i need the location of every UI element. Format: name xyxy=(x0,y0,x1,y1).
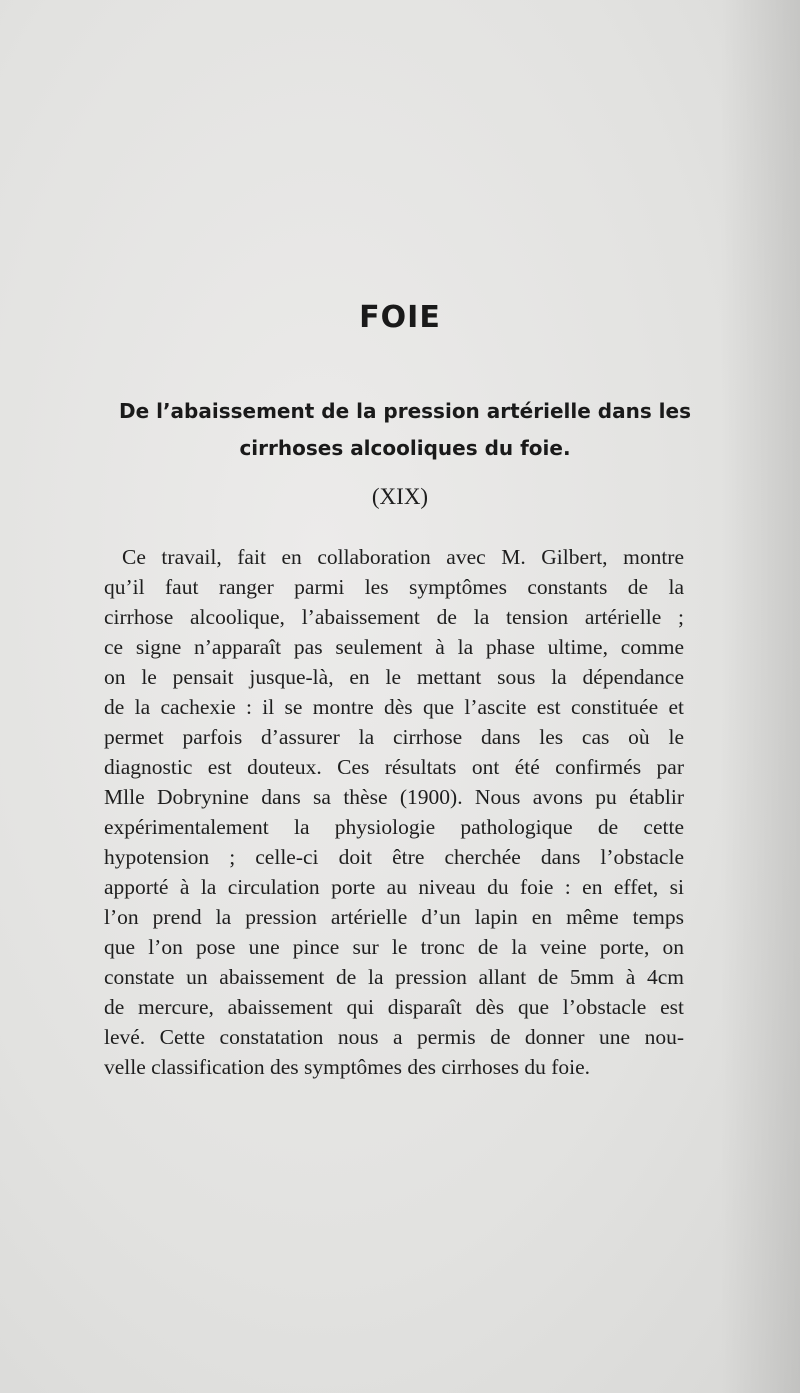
body-line: hypotension ; celle-ci doit être cherchée dans l’obstacle xyxy=(104,845,684,869)
body-line: permet parfois d’assurer la cirrhose dans les cas où le xyxy=(104,725,684,749)
body-line: on le pensait jusque-là, en le mettant sous la dépendance xyxy=(104,665,684,689)
body-line: qu’il faut ranger parmi les symptômes constants de la xyxy=(104,575,684,599)
body-paragraph xyxy=(104,542,684,1082)
body-line: que l’on pose une pince sur le tronc de la veine porte, on xyxy=(104,935,684,959)
article-number: (XIX) xyxy=(371,484,429,509)
body-line: ce signe n’apparaît pas seulement à la phase ultime, comme xyxy=(104,635,684,659)
body-line: apporté à la circulation porte au niveau du foie : en effet, si xyxy=(104,875,684,899)
body-line: levé. Cette constatation nous a permis de donner une nou- xyxy=(104,1025,684,1049)
body-line: Mlle Dobrynine dans sa thèse (1900). Nous avons pu établir xyxy=(104,785,684,809)
body-line: constate un abaissement de la pression allant de 5mm à 4cm xyxy=(104,965,684,989)
article-title-line-2: cirrhoses alcooliques du foie. xyxy=(239,436,571,460)
article-title xyxy=(80,393,730,467)
body-line: de mercure, abaissement qui disparaît dès que l’obstacle est xyxy=(104,995,684,1019)
body-line: l’on prend la pression artérielle d’un lapin en même temps xyxy=(104,905,684,929)
body-line: Ce travail, fait en collaboration avec M. Gilbert, montre xyxy=(122,545,684,569)
body-line: diagnostic est douteux. Ces résultats ont été confirmés par xyxy=(104,755,684,779)
body-line: cirrhose alcoolique, l’abaissement de la tension artérielle ; xyxy=(104,605,684,629)
body-line: expérimentalement la physiologie pathologique de cette xyxy=(104,815,684,839)
article-title-line-1: De l’abaissement de la pression artérielle dans les xyxy=(118,399,692,423)
body-line: de la cachexie : il se montre dès que l’ascite est constituée et xyxy=(104,695,684,719)
section-title: FOIE xyxy=(359,300,441,335)
body-line: velle classification des symptômes des cirrhoses du foie. xyxy=(104,1055,591,1079)
